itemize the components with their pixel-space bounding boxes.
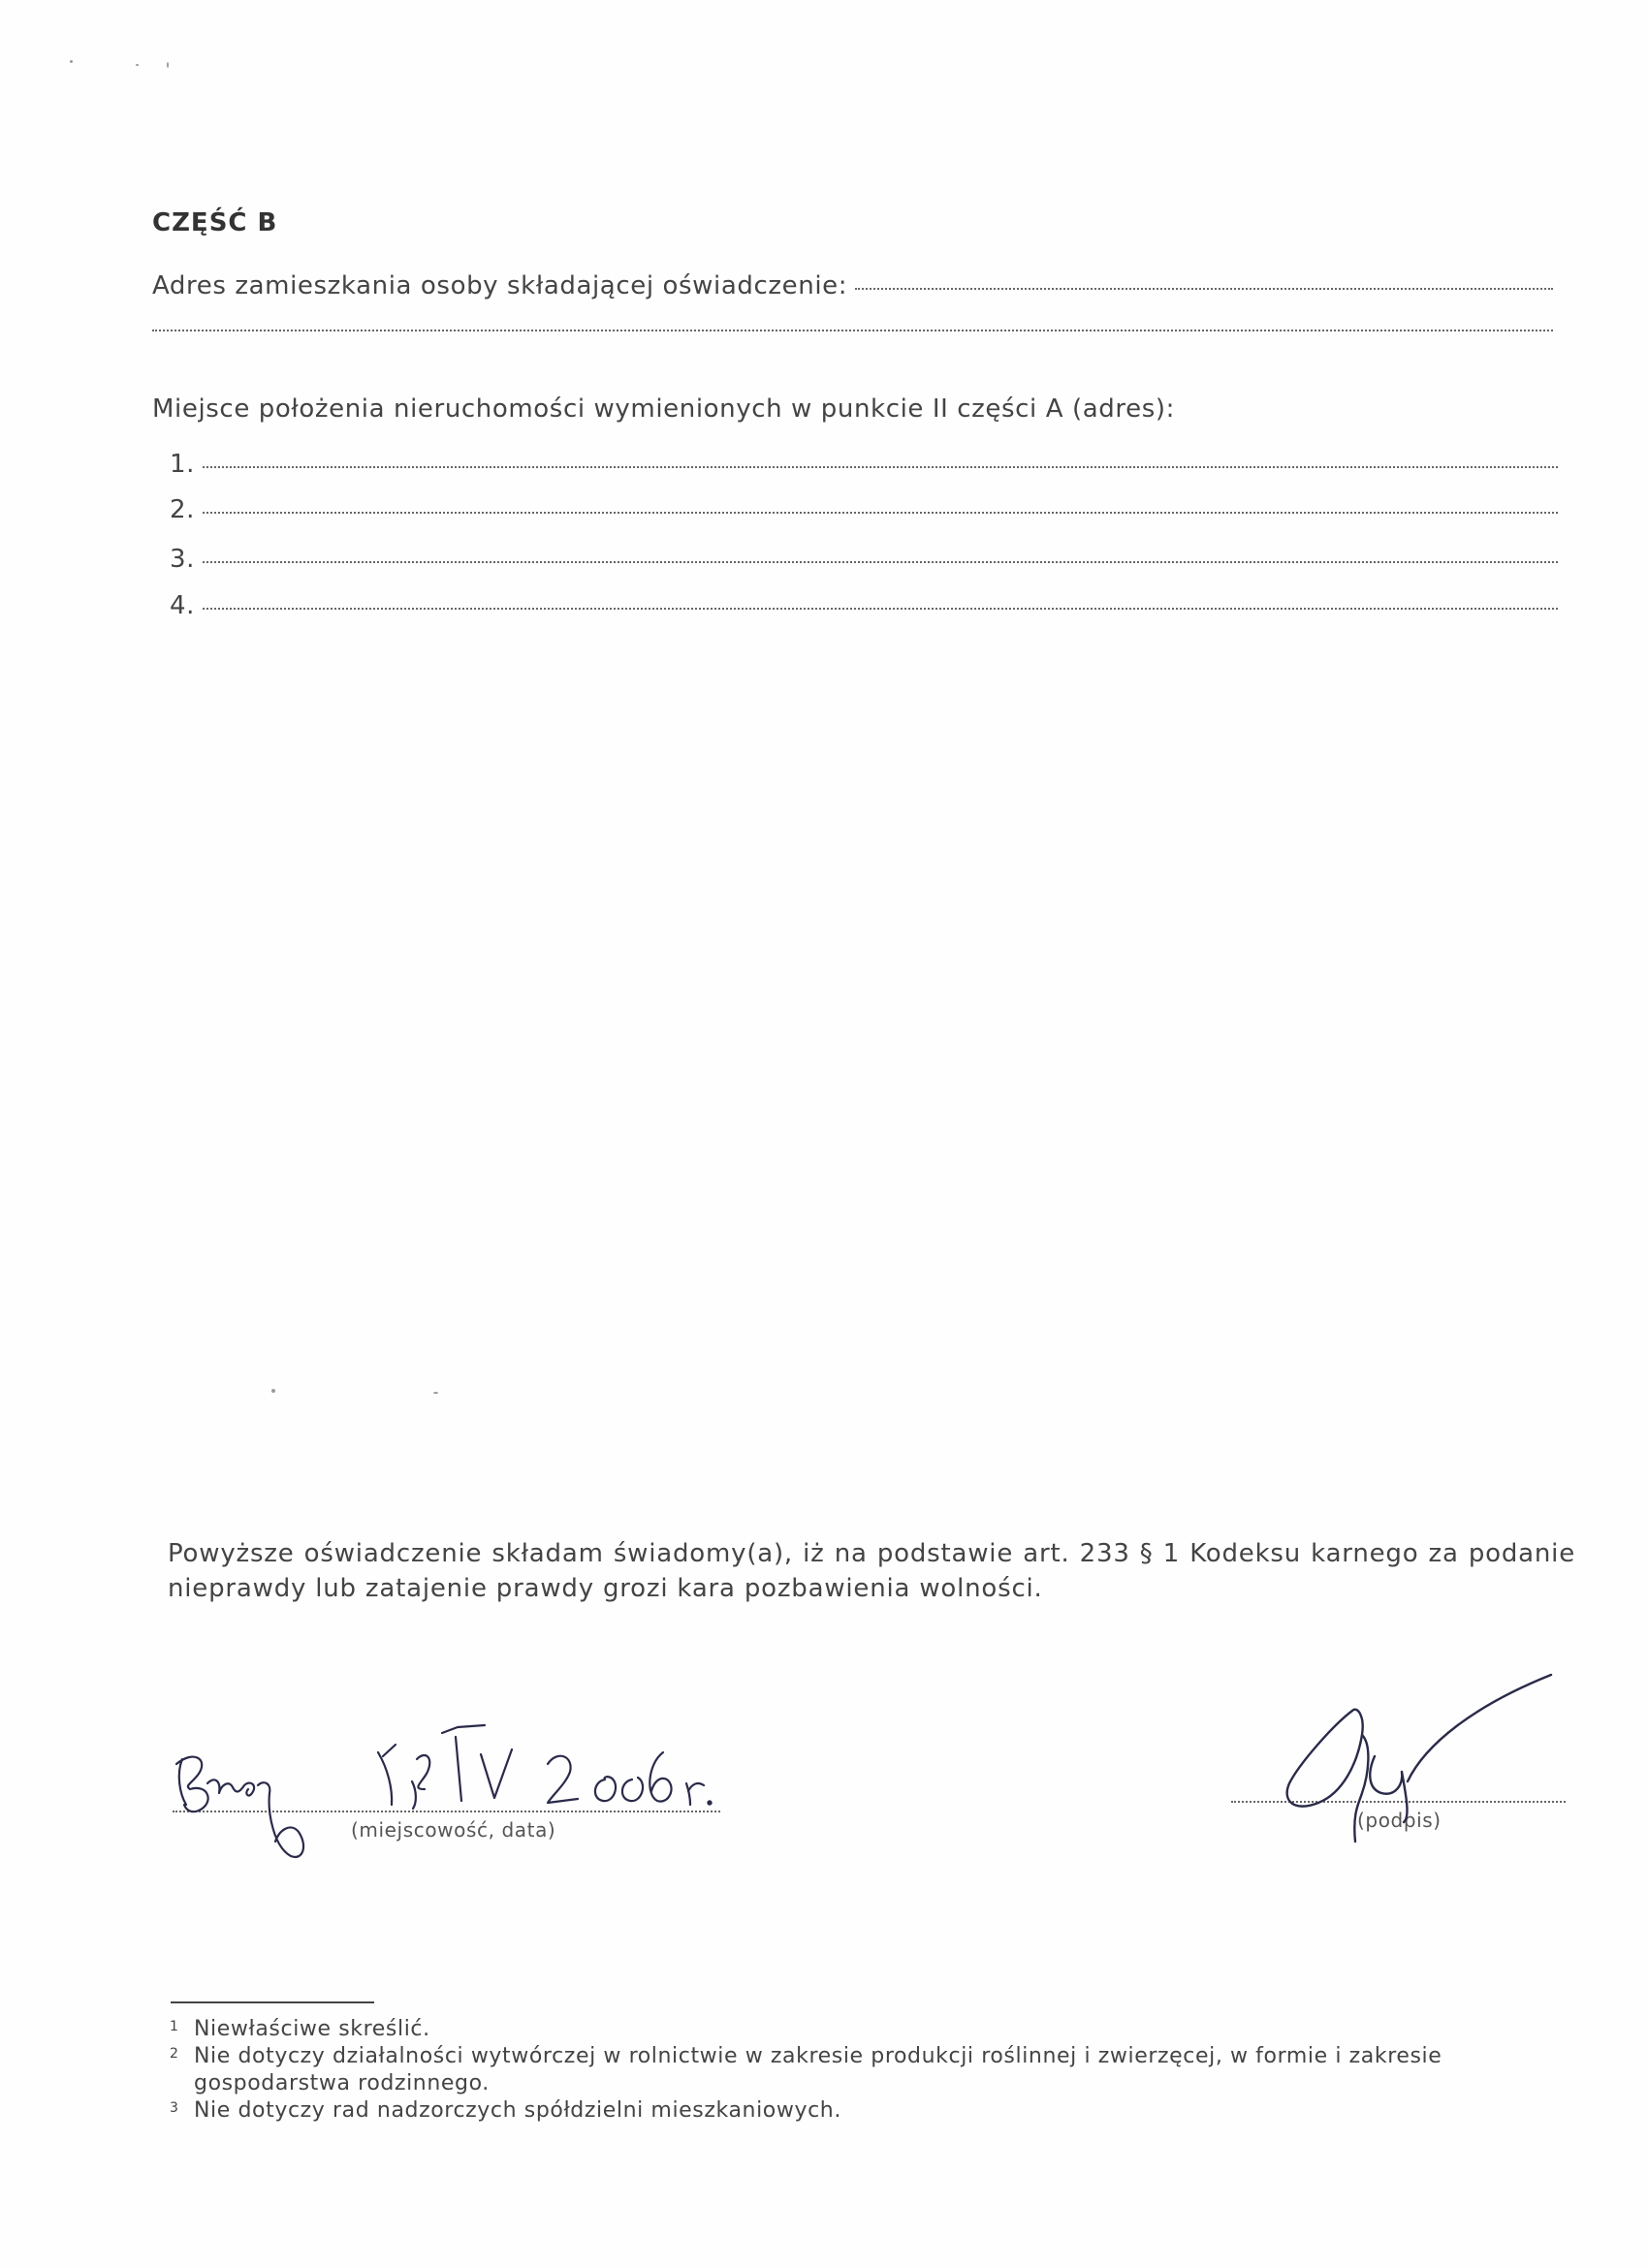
property-location-fill-line <box>203 608 1558 610</box>
row-number: 2. <box>170 495 196 524</box>
address-label: Adres zamieszkania osoby składającej oświadczenie: <box>152 271 848 300</box>
footnote-marker: 3 <box>170 2100 179 2116</box>
footnote-marker: 2 <box>170 2046 179 2062</box>
property-location-fill-line <box>203 561 1558 563</box>
row-number: 3. <box>170 545 196 574</box>
declaration-text: Powyższe oświadczenie składam świadomy(a), iż na podstawie art. 233 § 1 Kodeksu karnego za podanie nieprawdy lub zatajenie prawdy grozi kara pozbawienia wolności. <box>168 1539 1575 1603</box>
footnote-1 <box>170 2016 1585 2043</box>
row-number: 4. <box>170 591 196 620</box>
signature-caption: (podpis) <box>1357 1809 1442 1832</box>
property-location-row-3 <box>170 545 1558 574</box>
scan-speck <box>167 62 169 68</box>
signature-line <box>1231 1801 1566 1803</box>
property-location-row-1 <box>170 450 1558 479</box>
scan-speck <box>70 60 73 63</box>
footnote-text: Niewłaściwe skreślić. <box>194 2017 430 2041</box>
section-title: CZĘŚĆ B <box>152 208 278 237</box>
address-field <box>152 271 1553 300</box>
row-number: 1. <box>170 450 196 479</box>
footnote-text: Nie dotyczy rad nadzorczych spółdzielni mieszkaniowych. <box>194 2098 841 2123</box>
property-location-row-4 <box>170 591 1558 620</box>
footnotes <box>170 2016 1585 2125</box>
property-location-fill-line <box>203 512 1558 514</box>
footnote-marker: 1 <box>170 2019 179 2034</box>
address-fill-line-2 <box>152 330 1553 331</box>
address-field-continuation <box>152 333 1553 335</box>
property-location-heading: Miejsce położenia nieruchomości wymienionych w punkcie II części A (adres): <box>152 394 1175 424</box>
address-fill-line <box>855 288 1553 290</box>
footnote-divider <box>171 2001 374 2003</box>
scan-speck <box>136 64 139 66</box>
footnote-3 <box>170 2097 1585 2125</box>
footnote-2 <box>170 2043 1585 2097</box>
place-date-line <box>173 1811 720 1812</box>
place-date-caption: (miejscowość, data) <box>351 1818 556 1842</box>
scan-speck <box>271 1389 275 1393</box>
property-location-row-2 <box>170 495 1558 524</box>
scan-speck <box>433 1392 438 1394</box>
footnote-text: Nie dotyczy działalności wytwórczej w rolnictwie w zakresie produkcji roślinnej i zwierzęcej, w formie i zakresie gospodarstwa rodzinnego. <box>194 2044 1442 2095</box>
property-location-fill-line <box>203 466 1558 468</box>
